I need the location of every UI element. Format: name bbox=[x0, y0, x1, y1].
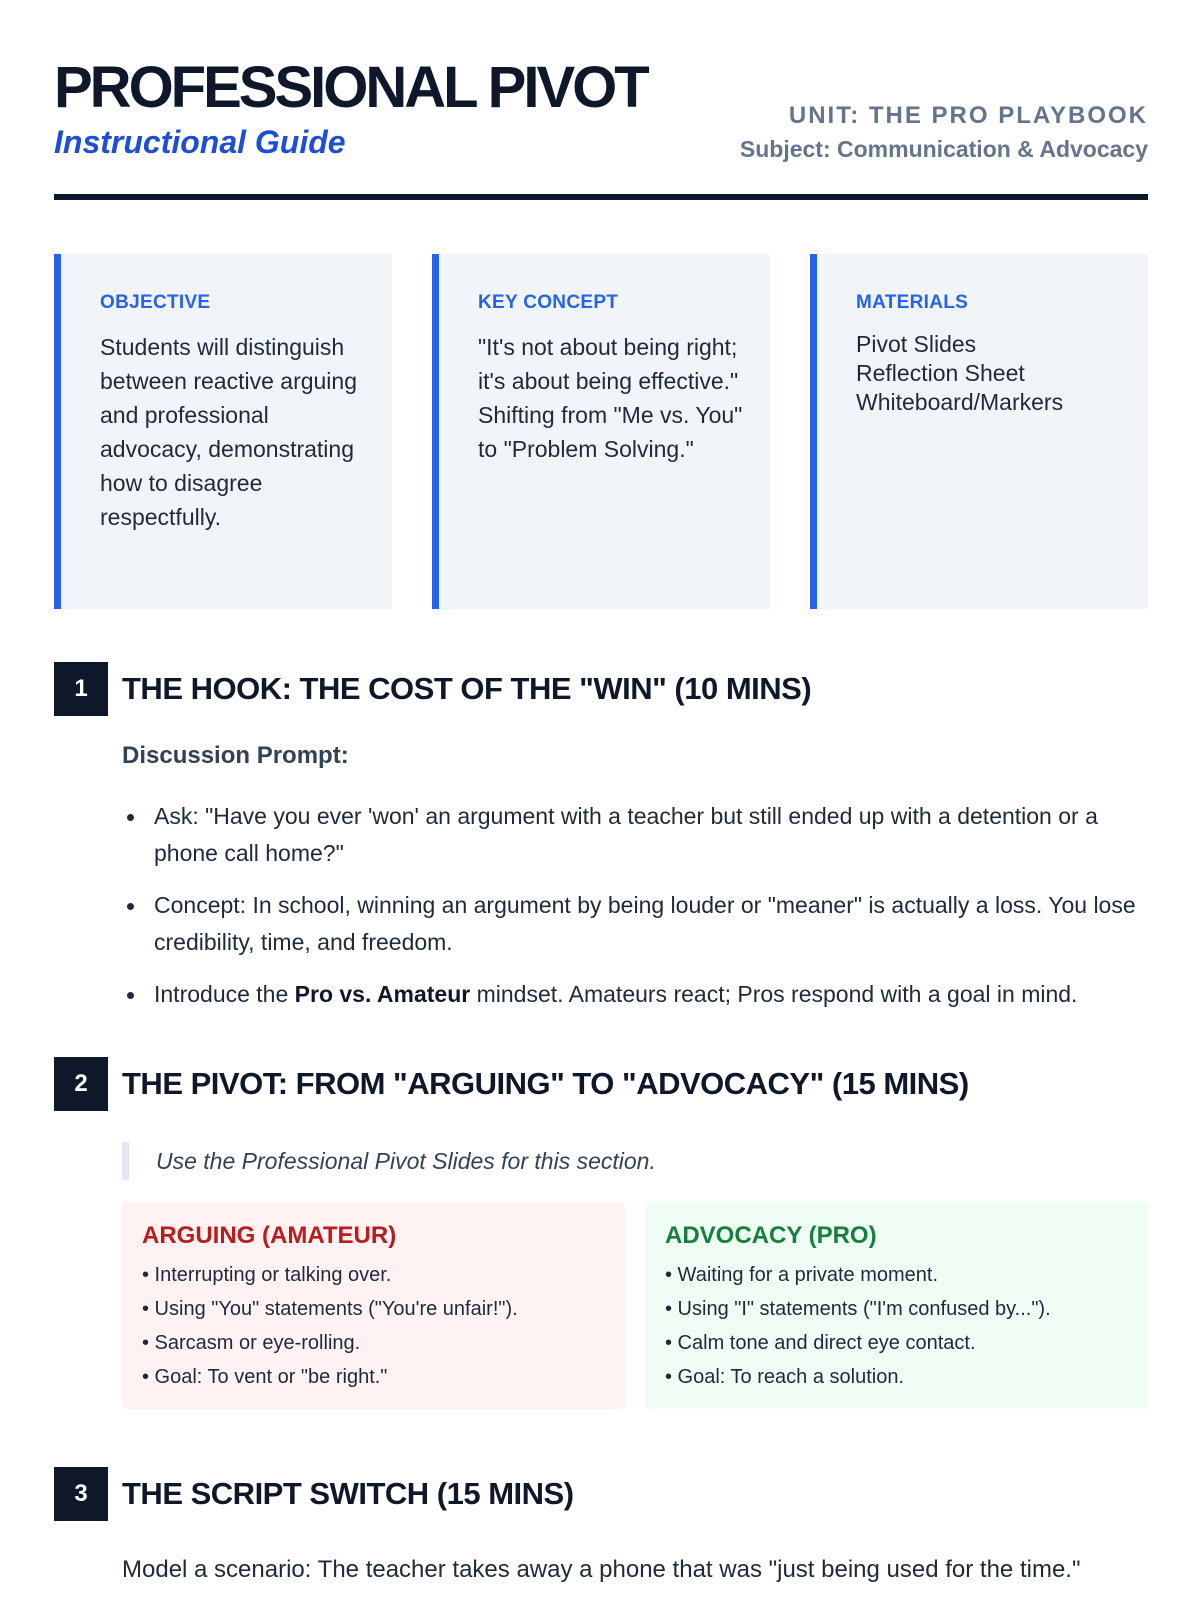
header bbox=[54, 52, 1148, 202]
section-number-badge: 1 bbox=[54, 662, 108, 716]
list-item: • Using "I" statements ("I'm confused by..."). bbox=[665, 1298, 1051, 1320]
arguing-list bbox=[142, 1258, 605, 1394]
materials-item: Pivot Slides bbox=[856, 331, 977, 357]
list-item: • Calm tone and direct eye contact. bbox=[665, 1332, 976, 1354]
section-2-heading bbox=[54, 1057, 1148, 1111]
page-title: PROFESSIONAL PIVOT bbox=[54, 55, 647, 120]
section-title: THE PIVOT: FROM "ARGUING" TO "ADVOCACY" (15 MINS) bbox=[122, 1066, 969, 1101]
section-1-heading bbox=[54, 662, 1148, 716]
list-item: • Goal: To vent or "be right." bbox=[142, 1366, 388, 1388]
section-number-badge: 2 bbox=[54, 1057, 108, 1111]
materials-card bbox=[810, 254, 1148, 609]
key-concept-label: KEY CONCEPT bbox=[478, 292, 619, 313]
advocacy-box bbox=[645, 1202, 1148, 1409]
info-cards bbox=[54, 254, 1148, 609]
list-item: • Goal: To reach a solution. bbox=[665, 1366, 904, 1388]
materials-label: MATERIALS bbox=[856, 292, 969, 313]
discussion-prompt-label: Discussion Prompt: bbox=[122, 742, 349, 769]
section-title: THE HOOK: THE COST OF THE "WIN" (10 MINS) bbox=[122, 671, 812, 706]
scenario-text: Model a scenario: The teacher takes away a phone that was "just being used for the time." bbox=[122, 1556, 1081, 1583]
list-item: • Using "You" statements ("You're unfair!"). bbox=[142, 1298, 518, 1320]
arguing-box bbox=[122, 1202, 625, 1409]
advocacy-title: ADVOCACY (PRO) bbox=[665, 1222, 877, 1249]
slides-note: Use the Professional Pivot Slides for this section. bbox=[122, 1142, 822, 1180]
subject-label: Subject: Communication & Advocacy bbox=[739, 136, 1148, 162]
list-item bbox=[154, 976, 1154, 1013]
list-item: Concept: In school, winning an argument by being louder or "meaner" is actually a loss. You lose credibility, time, and freedom. bbox=[154, 887, 1154, 961]
lesson-page bbox=[54, 0, 1148, 1600]
materials-item: Reflection Sheet bbox=[856, 360, 1025, 386]
objective-card bbox=[54, 254, 392, 609]
key-concept-text: "It's not about being right; it's about being effective." Shifting from "Me vs. You" to "Problem Solving." bbox=[478, 334, 743, 462]
list-item: • Waiting for a private moment. bbox=[665, 1264, 939, 1286]
list-item: Ask: "Have you ever 'won' an argument with a teacher but still ended up with a detention or a phone call home?" bbox=[154, 798, 1154, 872]
list-item: • Interrupting or talking over. bbox=[142, 1264, 392, 1286]
objective-label: OBJECTIVE bbox=[100, 292, 211, 313]
section-3-heading bbox=[54, 1467, 1148, 1521]
list-item: • Sarcasm or eye-rolling. bbox=[142, 1332, 361, 1354]
materials-item: Whiteboard/Markers bbox=[856, 389, 1064, 415]
unit-label: UNIT: THE PRO PLAYBOOK bbox=[788, 102, 1148, 129]
header-divider bbox=[54, 194, 1148, 200]
bullet-text-pre: Introduce the bbox=[154, 981, 295, 1007]
comparison-boxes bbox=[122, 1202, 1148, 1409]
arguing-title: ARGUING (AMATEUR) bbox=[142, 1222, 397, 1249]
objective-text: Students will distinguish between reactive arguing and professional advocacy, demonstrating how to disagree respectfully. bbox=[100, 334, 357, 530]
materials-list bbox=[856, 330, 1124, 417]
bullet-text-post: mindset. Amateurs react; Pros respond with a goal in mind. bbox=[470, 981, 1078, 1007]
key-concept-card bbox=[432, 254, 770, 609]
section-title: THE SCRIPT SWITCH (15 MINS) bbox=[122, 1476, 574, 1511]
section-number-badge: 3 bbox=[54, 1467, 108, 1521]
discussion-bullets bbox=[154, 798, 1154, 1028]
page-subtitle: Instructional Guide bbox=[54, 124, 346, 160]
advocacy-list bbox=[665, 1258, 1128, 1394]
bullet-text-bold: Pro vs. Amateur bbox=[294, 981, 471, 1007]
